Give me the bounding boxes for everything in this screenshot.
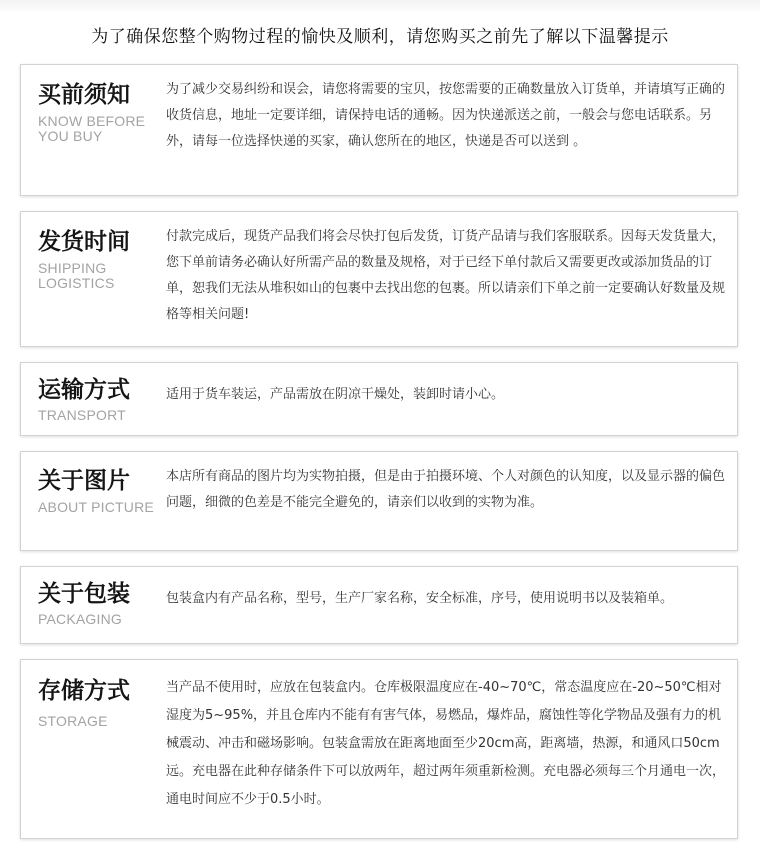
- section-transport: [20, 362, 738, 436]
- section-subtitle: SHIPPING LOGISTICS: [38, 260, 115, 291]
- section-packaging: [20, 566, 738, 644]
- section-know-before-you-buy: [20, 64, 738, 196]
- section-body: 本店所有商品的图片均为实物拍摄，但是由于拍摄环境、个人对颜色的认知度，以及显示器的偏色问题，细微的色差是不能完全避免的，请亲们以收到的实物为准。: [166, 469, 726, 510]
- section-body: 适用于货车装运，产品需放在阴凉干燥处，装卸时请小心。: [166, 387, 505, 402]
- section-about-picture: [20, 451, 738, 551]
- section-subtitle: PACKAGING: [38, 611, 123, 627]
- section-body: 当产品不使用时，应放在包装盒内。仓库极限温度应在-40~70℃，常态温度应在-20~50℃相对湿度为5~95%，并且仓库内不能有有害气体，易燃品，爆炸品，腐蚀性等化学物品及强有力的机械震动、冲击和磁场影响。包装盒需放在距离地面至少20cm高，距离墙，热源，和通风口50cm远。充电器在此种存储条件下可以放两年，超过两年须重新检测。充电器必须每三个月通电一次，通电时间应不少于0.5小时。: [166, 680, 726, 807]
- section-subtitle: TRANSPORT: [38, 407, 126, 423]
- section-body: 包装盒内有产品名称，型号，生产厂家名称，安全标准，序号，使用说明书以及装箱单。: [166, 591, 674, 606]
- section-subtitle: ABOUT PICTURE: [38, 499, 154, 515]
- section-title: 运输方式: [38, 377, 130, 403]
- page-title: 为了确保您整个购物过程的愉快及顺利，请您购买之前先了解以下温馨提示: [91, 27, 669, 47]
- section-title: 关于包装: [38, 581, 130, 607]
- section-body: 为了减少交易纠纷和误会，请您将需要的宝贝，按您需要的正确数量放入订货单，并请填写正确的收货信息，地址一定要详细，请保持电话的通畅。因为快递派送之前，一般会与您电话联系。另外，请每一位选择快递的买家，确认您所在的地区，快递是否可以送到 。: [166, 82, 726, 149]
- section-subtitle: STORAGE: [38, 713, 108, 729]
- section-shipping-logistics: [20, 211, 738, 347]
- section-storage: [20, 659, 738, 839]
- section-title: 关于图片: [38, 468, 130, 494]
- section-subtitle: KNOW BEFORE YOU BUY: [38, 113, 146, 144]
- section-title: 发货时间: [38, 229, 130, 255]
- section-title: 买前须知: [38, 82, 130, 108]
- section-body: 付款完成后，现货产品我们将会尽快打包后发货，订货产品请与我们客服联系。因每天发货量大，您下单前请务必确认好所需产品的数量及规格，对于已经下单付款后又需要更改或添加货品的订单，恕我们无法从堆积如山的包裹中去找出您的包裹。所以请亲们下单之前一定要确认好数量及规格等相关问题!: [166, 229, 726, 322]
- section-title: 存储方式: [38, 678, 130, 704]
- page-header: [0, 0, 760, 60]
